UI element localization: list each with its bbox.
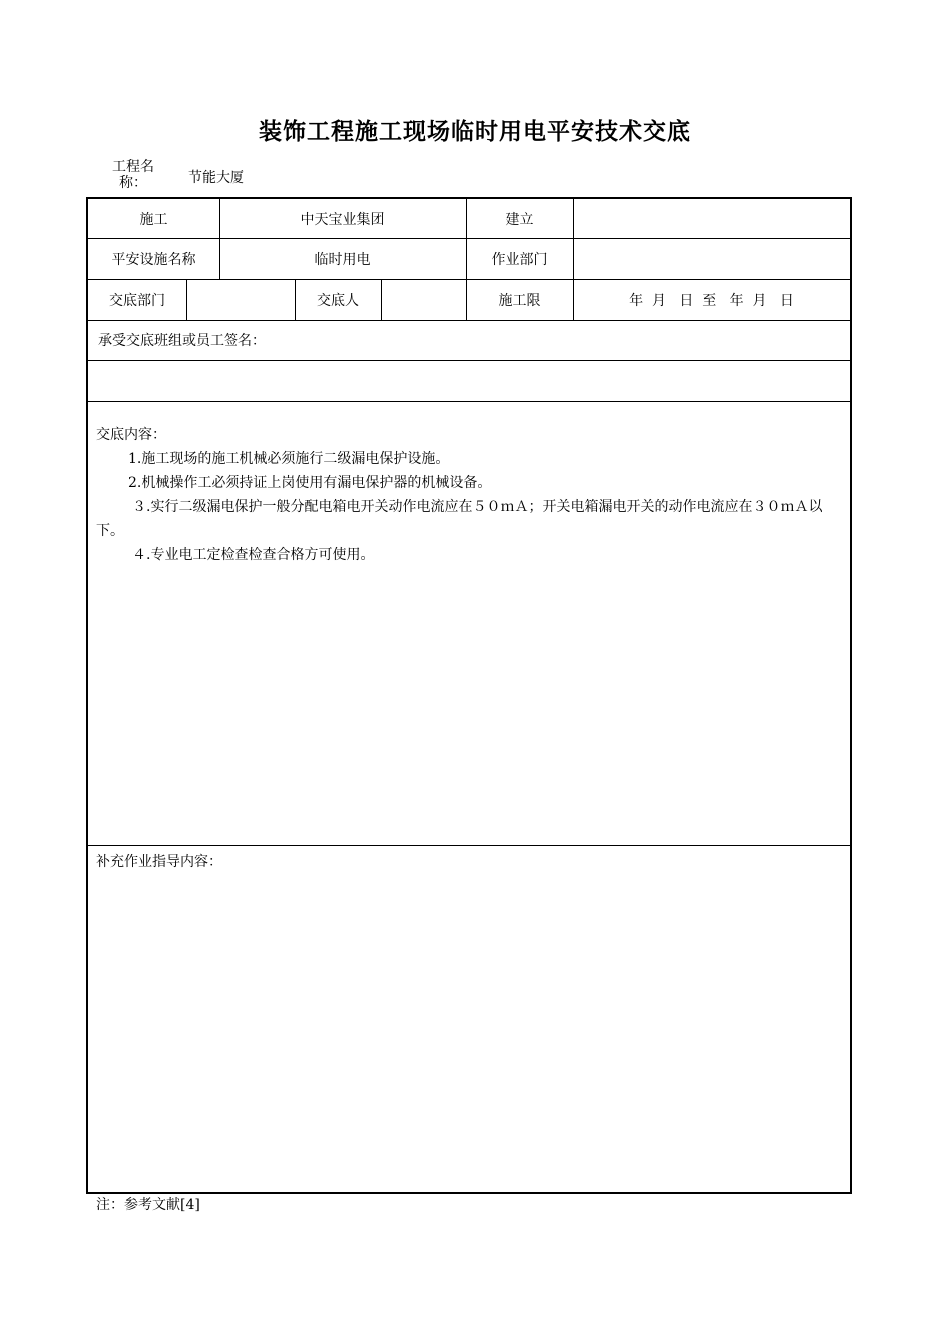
project-name-label: 工程名称： <box>112 159 154 191</box>
project-name-value: 节能大厦 <box>188 170 244 186</box>
content-heading: 交底内容： <box>96 427 166 443</box>
content-item: 2.机械操作工必须持证上岗使用有漏电保护器的机械设备。 <box>128 475 492 491</box>
briefing-dept-value <box>186 279 295 320</box>
signature-label: 承受交底班组或员工签名： <box>98 333 266 349</box>
briefer-value <box>381 279 466 320</box>
row-divider <box>88 845 850 846</box>
work-department-value <box>573 238 850 279</box>
supplement-label: 补充作业指导内容： <box>96 854 222 870</box>
briefing-dept-label: 交底部门 <box>109 292 165 309</box>
briefing-content <box>96 423 844 567</box>
document-title: 装饰工程施工现场临时用电平安技术交底 <box>259 119 691 145</box>
construction-period-label: 施工限 <box>498 292 541 309</box>
safety-facility-label: 平安设施名称 <box>111 251 196 268</box>
construction-label: 施工 <box>139 211 168 228</box>
form-table <box>86 197 852 1194</box>
content-item: 1.施工现场的施工机械必须施行二级漏电保护设施。 <box>128 451 450 467</box>
row-divider <box>88 401 850 402</box>
footnote: 注：参考文献[4] <box>96 1197 200 1213</box>
construction-period-value: 年 月 日 至 年 月 日 <box>629 292 794 309</box>
construction-company: 中天宝业集团 <box>300 211 385 228</box>
content-item: ３.实行二级漏电保护一般分配电箱电开关动作电流应在５０ｍＡ；开关电箱漏电开关的动作电流应在３０ｍＡ以下。 <box>96 499 823 539</box>
row-divider <box>88 360 850 361</box>
safety-facility-value: 临时用电 <box>314 251 371 268</box>
content-item: ４.专业电工定检查检查合格方可使用。 <box>132 547 375 563</box>
supervision-label: 建立 <box>505 211 534 228</box>
work-department-label: 作业部门 <box>491 251 548 268</box>
briefer-label: 交底人 <box>317 292 359 309</box>
supervision-value <box>573 199 850 238</box>
